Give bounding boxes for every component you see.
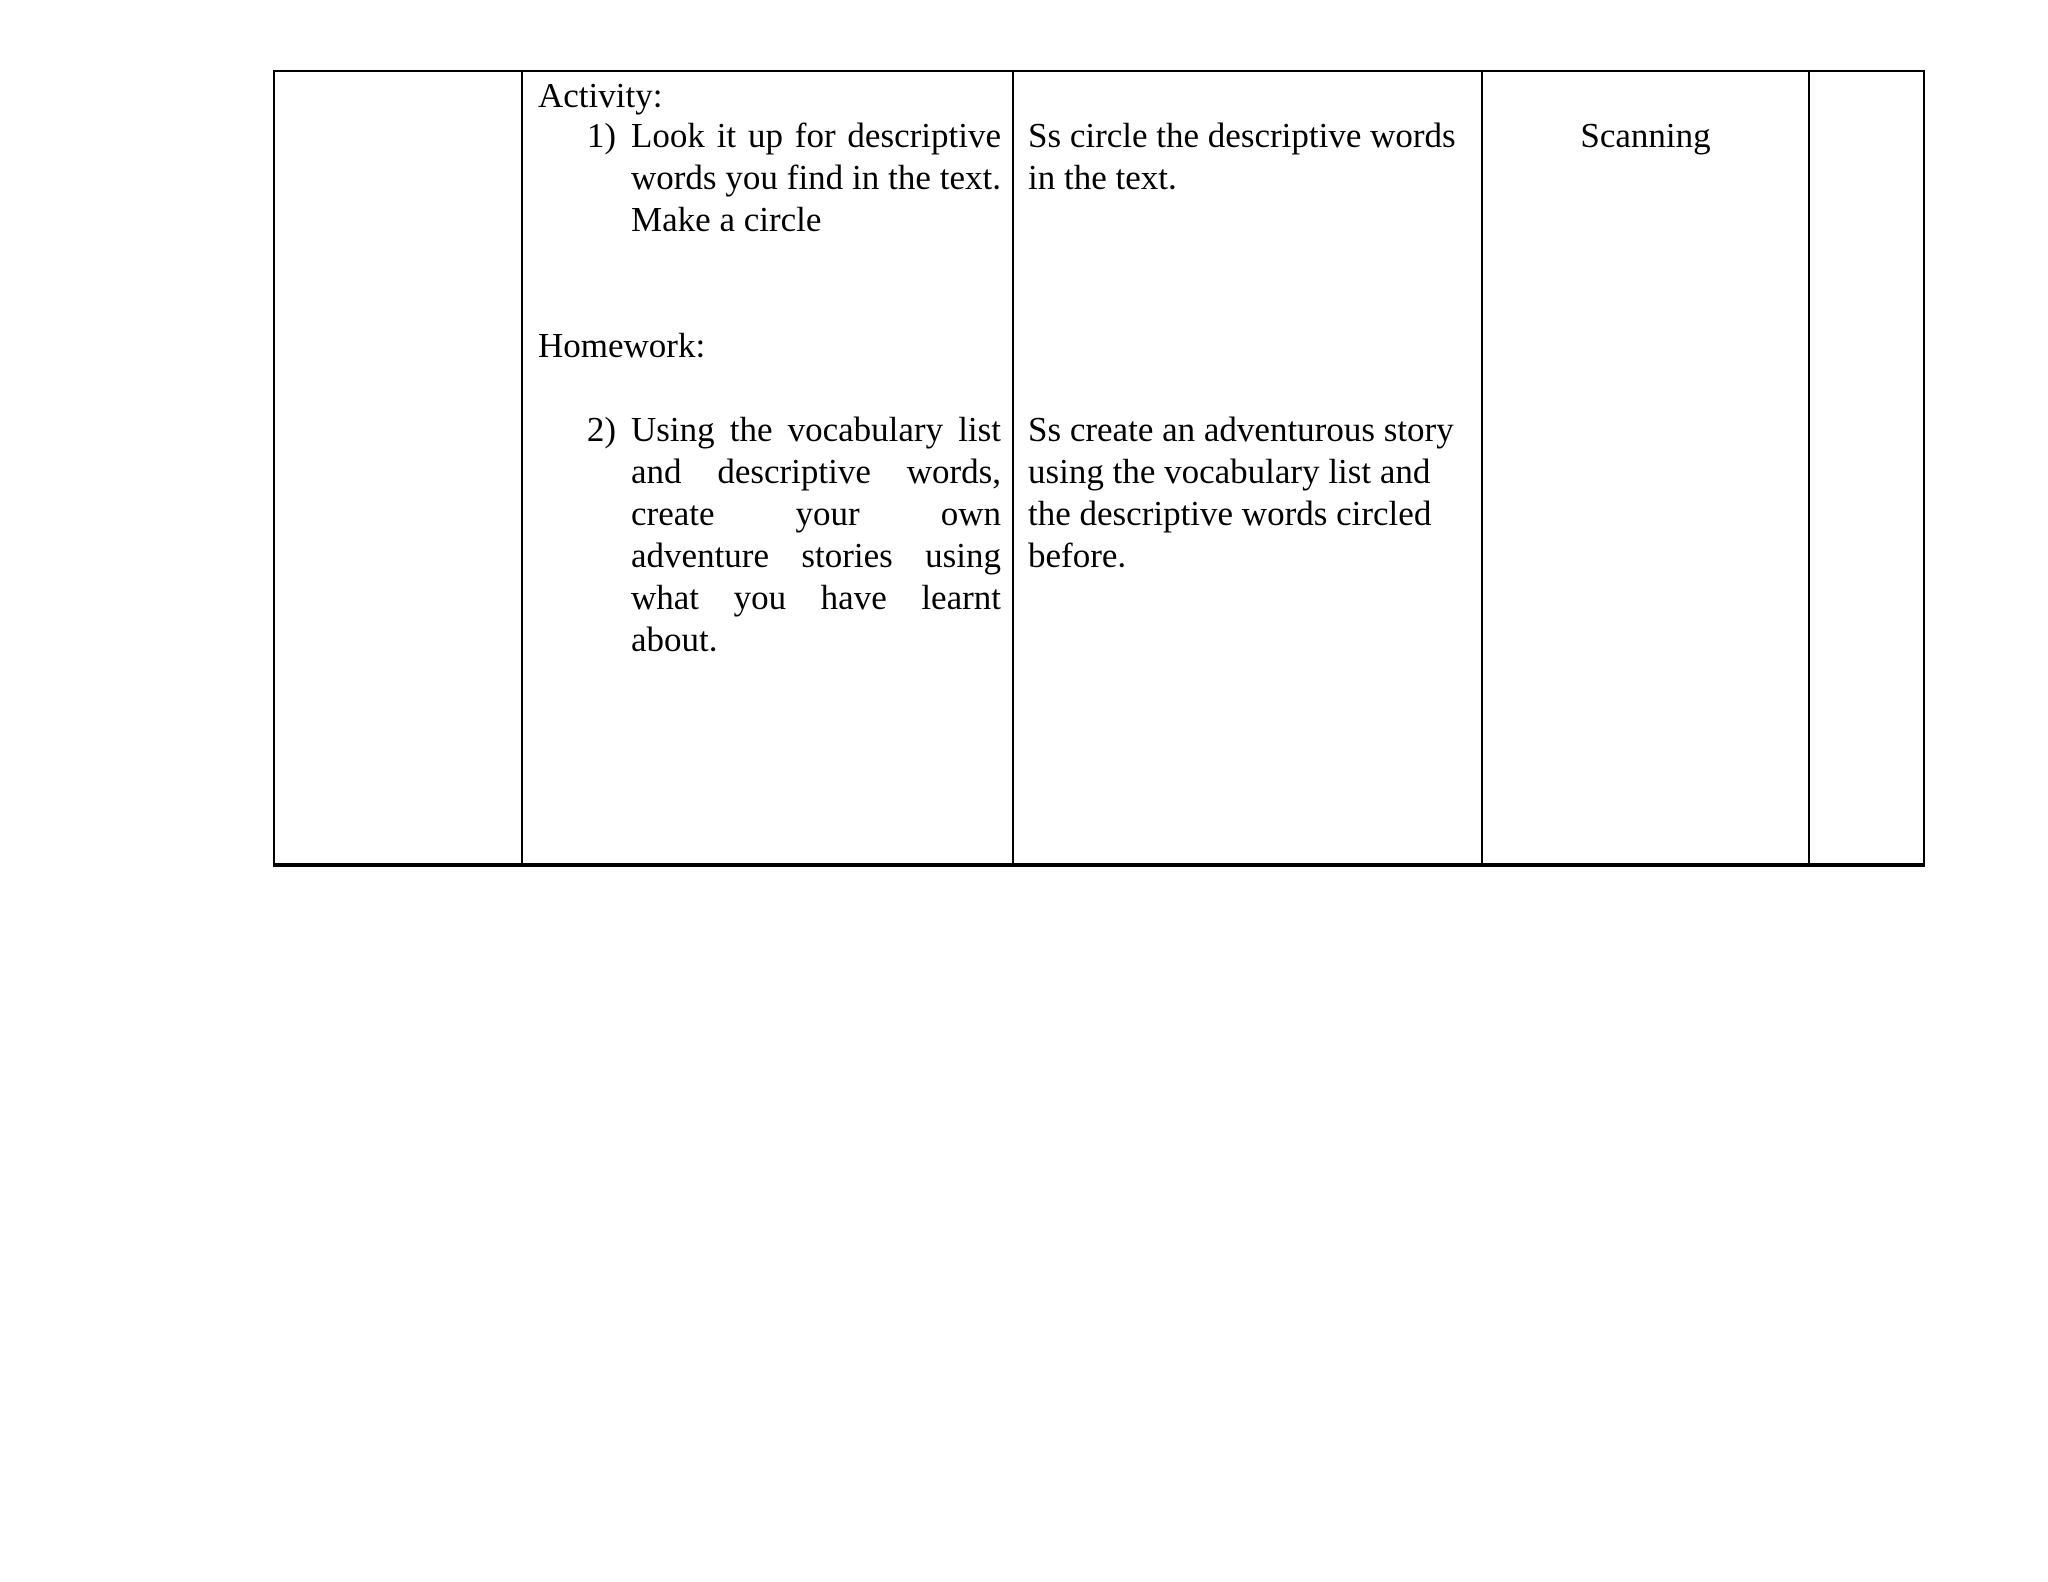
homework-heading: Homework: [538, 326, 706, 365]
table-cell-time [1810, 72, 1923, 863]
homework-student-response: Ss create an adventurous story using the vocabulary list and the descriptive words circled before. [1028, 410, 1454, 575]
table-cell-student-activity [1014, 72, 1483, 863]
activity-item-text: Look it up for descriptive words you find in the text. Make a circle [631, 116, 1001, 239]
table-cell-stage [275, 72, 523, 863]
homework-item-text: Using the vocabulary list and descriptive words, create your own adventure stories using what you have learnt about. [631, 410, 1001, 659]
homework-item-number: 2) [586, 410, 616, 449]
lesson-plan-table [273, 70, 1925, 867]
activity-skill: Scanning [1580, 116, 1711, 155]
activity-student-response: Ss circle the descriptive words in the text. [1028, 116, 1456, 197]
activity-heading: Activity: [538, 76, 663, 115]
table-cell-teacher-activity [523, 72, 1014, 863]
activity-item-number: 1) [586, 116, 616, 155]
table-cell-skill [1483, 72, 1810, 863]
